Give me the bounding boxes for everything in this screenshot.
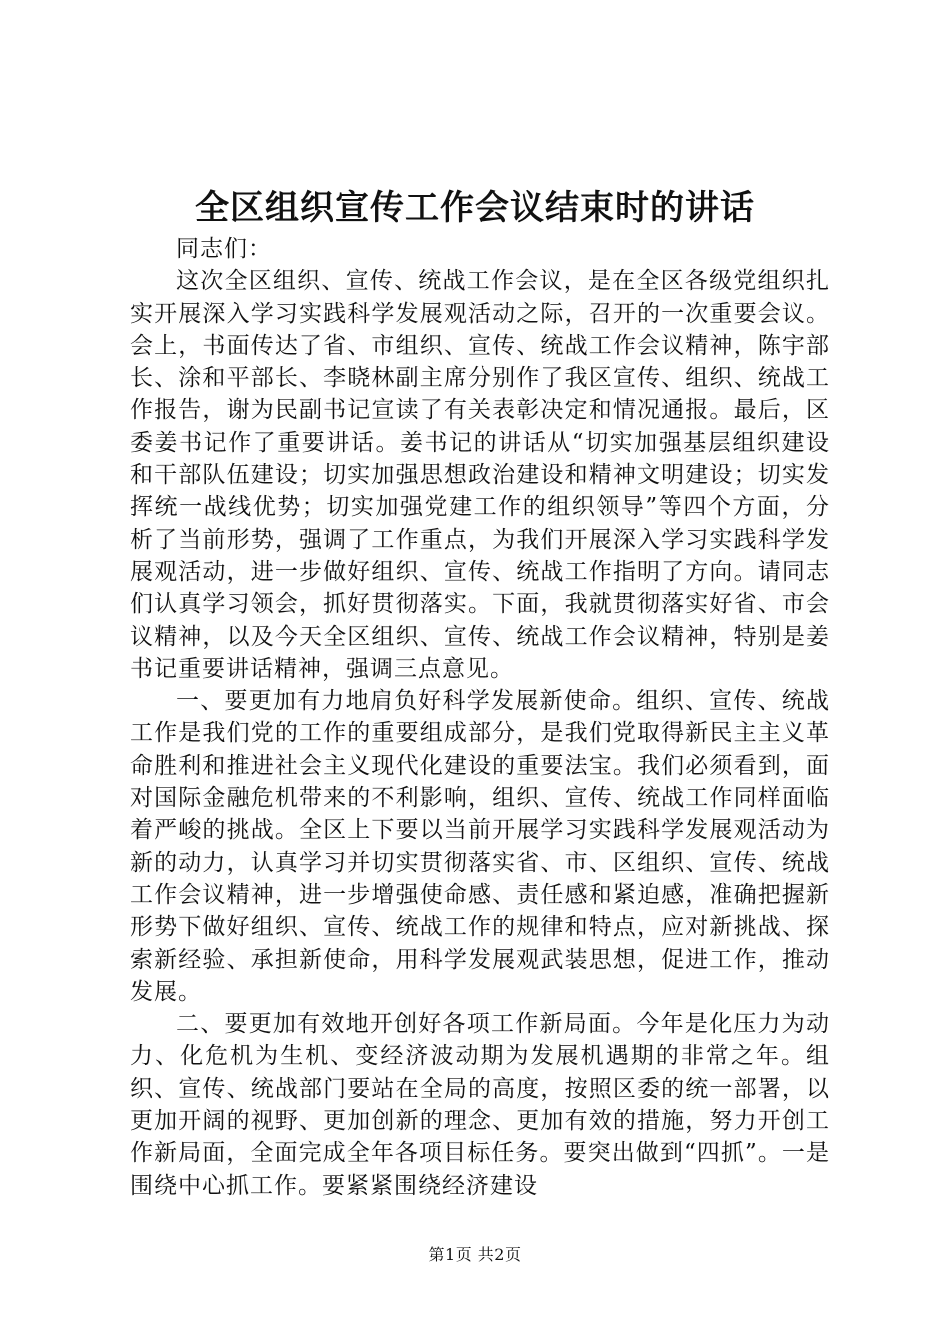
document-title: 全区组织宣传工作会议结束时的讲话	[195, 188, 755, 228]
salutation: 同志们：	[176, 236, 272, 262]
paragraph-point-one: 一、要更加有力地肩负好科学发展新使命。组织、宣传、统战工作是我们党的工作的重要组成部分，是我们党取得新民主主义革命胜利和推进社会主义现代化建设的重要法宝。我们必须看到，面对国际金融危机带来的不利影响，组织、宣传、统战工作同样面临着严峻的挑战。全区上下要以当前开展学习实践科学发展观活动为新的动力，认真学习并切实贯彻落实省、市、区组织、宣传、统战工作会议精神，进一步增强使命感、责任感和紧迫感，准确把握新形势下做好组织、宣传、统战工作的规律和特点，应对新挑战、探索新经验、承担新使命，用科学发展观武装思想，促进工作，推动发展。	[130, 688, 830, 1005]
document-body	[130, 233, 830, 1202]
page-footer	[0, 1243, 950, 1267]
paragraph-intro: 这次全区组织、宣传、统战工作会议，是在全区各级党组织扎实开展深入学习实践科学发展观活动之际，召开的一次重要会议。会上，书面传达了省、市组织、宣传、统战工作会议精神，陈宇部长、涂和平部长、李晓林副主席分别作了我区宣传、组织、统战工作报告，谢为民副书记宣读了有关表彰决定和情况通报。最后，区委姜书记作了重要讲话。姜书记的讲话从“切实加强基层组织建设和干部队伍建设；切实加强思想政治建设和精神文明建设；切实发挥统一战线优势；切实加强党建工作的组织领导”等四个方面，分析了当前形势，强调了工作重点，为我们开展深入学习实践科学发展观活动，进一步做好组织、宣传、统战工作指明了方向。请同志们认真学习领会，抓好贯彻落实。下面，我就贯彻落实好省、市会议精神，以及今天全区组织、宣传、统战工作会议精神，特别是姜书记重要讲话精神，强调三点意见。	[130, 268, 830, 682]
paragraph-point-two: 二、要更加有效地开创好各项工作新局面。今年是化压力为动力、化危机为生机、变经济波动期为发展机遇期的非常之年。组织、宣传、统战部门要站在全局的高度，按照区委的统一部署，以更加开阔的视野、更加创新的理念、更加有效的措施，努力开创工作新局面，全面完成全年各项目标任务。要突出做到“四抓”。一是围绕中心抓工作。要紧紧围绕经济建设	[130, 1011, 830, 1199]
page-number-total: 共2页	[477, 1245, 522, 1264]
page-number-current: 第1页	[428, 1245, 473, 1264]
